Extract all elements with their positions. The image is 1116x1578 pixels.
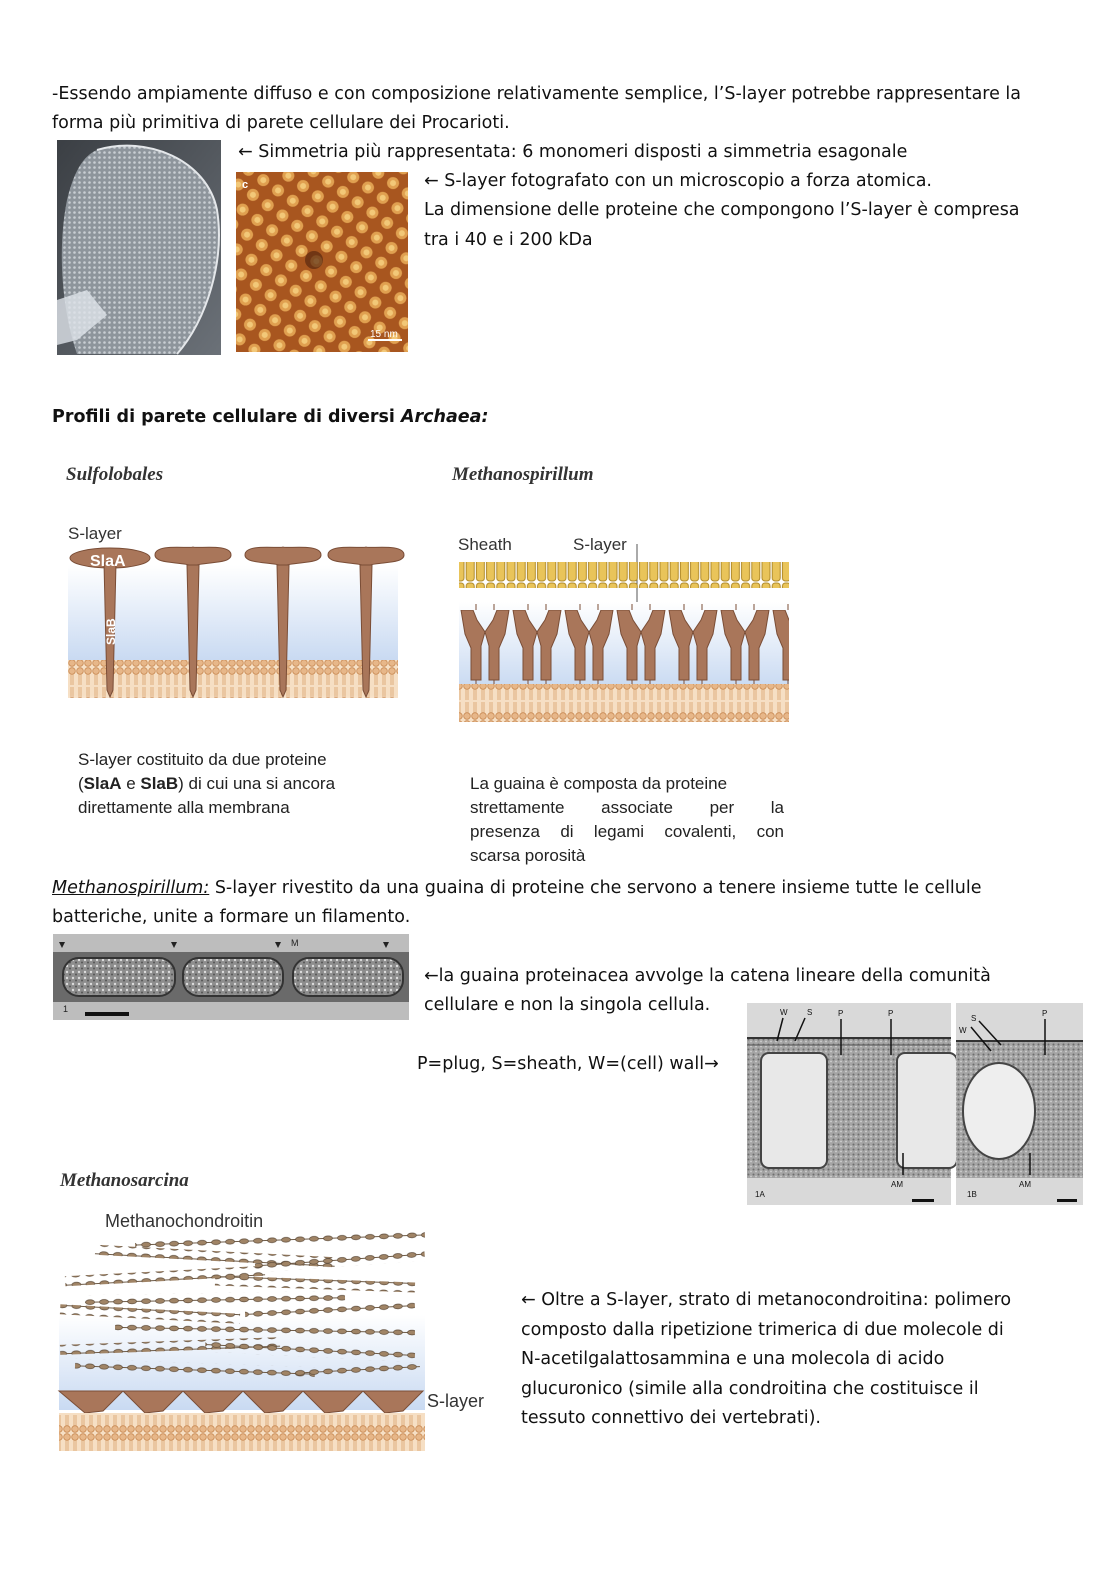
photo-caption-size-1: La dimensione delle proteine che compongono l’S-layer è compresa	[424, 200, 1020, 220]
tem-s-label: S	[971, 1014, 977, 1023]
methanospirillum-diagram	[455, 530, 795, 750]
filament-micrograph	[53, 934, 409, 1020]
tem-p-label: P	[838, 1009, 844, 1018]
methanosarcina-slayer-label: S-layer	[427, 1391, 485, 1411]
methanospirillum-title: Methanospirillum	[452, 464, 594, 485]
afm-panel-letter: c	[242, 179, 249, 191]
tem-panel-b: 1B	[967, 1190, 977, 1199]
micrograph-number: 1	[63, 1004, 69, 1014]
freeze-fracture-photo	[57, 140, 221, 355]
methanosarcina-desc-2: composto dalla ripetizione trimerica di due molecole di	[521, 1320, 1004, 1340]
methanospirillum-caption-1: La guaina è composta da proteine	[470, 774, 728, 793]
tem-am-label: AM	[1019, 1180, 1031, 1189]
intro-line-2: forma più primitiva di parete cellulare dei Procarioti.	[52, 113, 510, 133]
intro-line-1: -Essendo ampiamente diffuso e con composizione relativamente semplice, l’S-layer potrebbe rappresentare la	[52, 84, 1022, 104]
tem-legend: P=plug, S=sheath, W=(cell) wall→	[417, 1054, 719, 1074]
methanospirillum-paragraph-2: batteriche, unite a formare un filamento.	[52, 907, 411, 927]
methanospirillum-caption-2: strettamente associate per la	[470, 798, 784, 817]
methanospirillum-slayer-label: S-layer	[573, 535, 627, 554]
photo-caption-afm: ← S-layer fotografato con un microscopio a forza atomica.	[424, 171, 932, 191]
methanosarcina-desc-3: N-acetilgalattosammina e una molecola di acido	[521, 1349, 945, 1369]
methanosarcina-title: Methanosarcina	[60, 1170, 189, 1191]
sulfolobales-caption-3: direttamente alla membrana	[78, 798, 290, 817]
tem-p-label: P	[888, 1009, 894, 1018]
slab-label: SlaB	[104, 618, 118, 645]
methanochondroitin-label: Methanochondroitin	[105, 1211, 264, 1231]
filament-desc-1: ←la guaina proteinacea avvolge la catena lineare della comunità	[424, 966, 991, 986]
sulfolobales-caption-1: S-layer costituito da due proteine	[78, 750, 327, 769]
afm-scale-bar: 15 nm	[370, 329, 398, 340]
profiles-heading: Profili di parete cellulare di diversi Archaea:	[52, 407, 489, 427]
tem-micrographs	[747, 1003, 1083, 1205]
filament-desc-2: cellulare e non la singola cellula.	[424, 995, 711, 1015]
sheath-label: Sheath	[458, 535, 512, 554]
methanosarcina-desc-4: glucuronico (simile alla condroitina che costituisce il	[521, 1379, 979, 1399]
methanospirillum-caption-4: scarsa porosità	[470, 846, 586, 865]
methanosarcina-desc-1: ← Oltre a S-layer, strato di metanocondroitina: polimero	[521, 1290, 1012, 1310]
micrograph-m-label: M	[291, 938, 299, 948]
sulfolobales-title: Sulfolobales	[66, 464, 164, 485]
methanospirillum-caption-3: presenza di legami covalenti, con	[470, 822, 784, 841]
sulfolobales-diagram	[60, 515, 405, 725]
slaa-label: SlaA	[90, 553, 126, 570]
photo-caption-size-2: tra i 40 e i 200 kDa	[424, 230, 593, 250]
photo-caption-symmetry: ← Simmetria più rappresentata: 6 monomeri disposti a simmetria esagonale	[238, 142, 908, 162]
tem-panel-a: 1A	[755, 1190, 765, 1199]
methanospirillum-paragraph-1: Methanospirillum: S-layer rivestito da una guaina di proteine che servono a tenere insieme tutte le cellule	[52, 878, 982, 898]
tem-w-label: W	[780, 1008, 788, 1017]
sulfolobales-caption-2: (SlaA e SlaB) di cui una si ancora	[78, 774, 336, 793]
tem-am-label: AM	[891, 1180, 903, 1189]
tem-w-label: W	[959, 1026, 967, 1035]
tem-s-label: S	[807, 1008, 813, 1017]
tem-p-label: P	[1042, 1009, 1048, 1018]
afm-photo	[236, 172, 408, 352]
sulfolobales-slayer-label: S-layer	[68, 524, 122, 543]
methanosarcina-diagram	[55, 1205, 495, 1490]
methanosarcina-desc-5: tessuto connettivo dei vertebrati).	[521, 1408, 821, 1428]
